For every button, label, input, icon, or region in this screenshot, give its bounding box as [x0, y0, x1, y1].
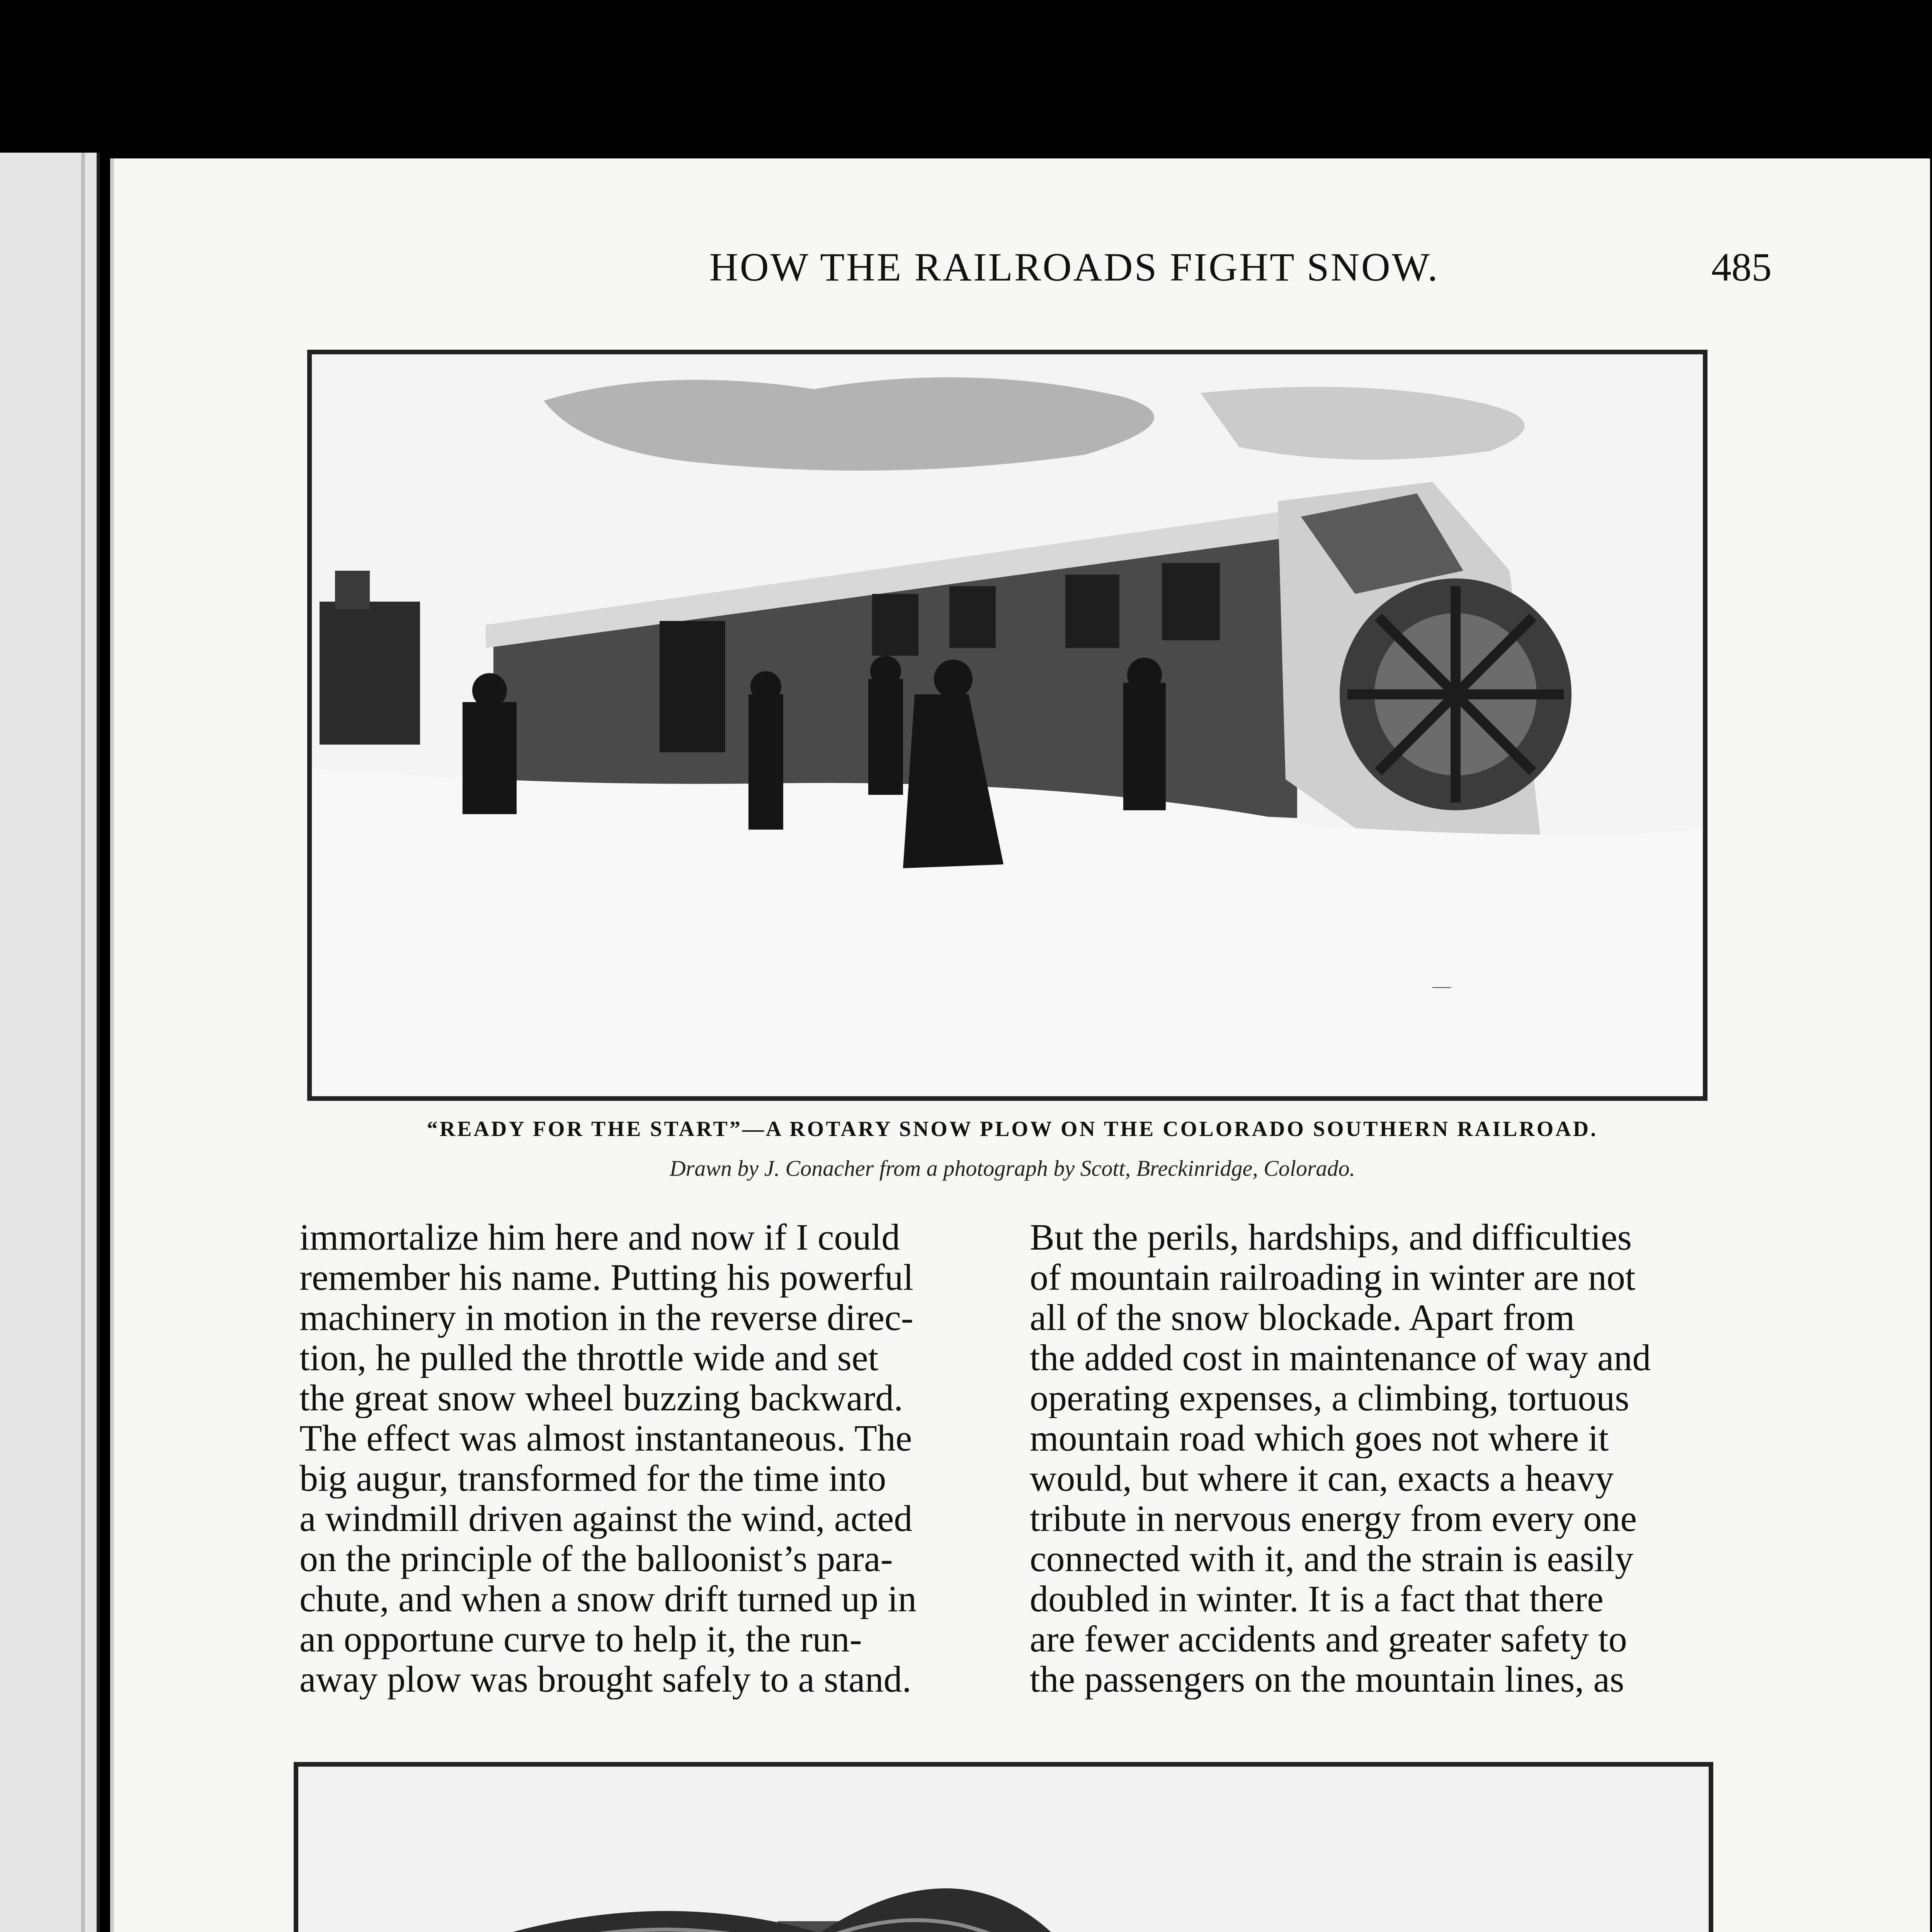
figure-1-caption: “READY FOR THE START”—A ROTARY SNOW PLOW ON THE COLORADO SOUTHERN RAILROAD.: [427, 1117, 1598, 1141]
text-line: connected with it, and the strain is easily: [1030, 1539, 1634, 1579]
text-line: chute, and when a snow drift turned up in: [299, 1579, 917, 1619]
text-line: on the principle of the balloonist’s para-: [299, 1539, 893, 1579]
page-number: 485: [1711, 245, 1772, 289]
rotary-snow-plow-illustration: [307, 350, 1708, 1101]
text-line: the passengers on the mountain lines, as: [1030, 1659, 1624, 1699]
text-line: are fewer accidents and greater safety to: [1030, 1619, 1627, 1659]
text-line: would, but where it can, exacts a heavy: [1030, 1458, 1614, 1498]
text-line: the great snow wheel buzzing backward.: [299, 1378, 903, 1418]
text-column-left: [299, 1217, 991, 1699]
gouger-plow-illustration: [294, 1762, 1713, 1932]
svg-text:—: —: [1432, 976, 1451, 996]
text-line: tion, he pulled the throttle wide and set: [299, 1338, 879, 1378]
text-line: doubled in winter. It is a fact that there: [1030, 1579, 1604, 1619]
text-line: a windmill driven against the wind, acted: [299, 1498, 913, 1539]
text-line: tribute in nervous energy from every one: [1030, 1498, 1637, 1539]
text-line: big augur, transformed for the time into: [299, 1458, 886, 1498]
figure-1-credit: Drawn by J. Conacher from a photograph by Scott, Breckinridge, Colorado.: [669, 1156, 1355, 1181]
book-page: [110, 158, 1930, 1932]
text-line: of mountain railroading in winter are not: [1030, 1257, 1636, 1298]
text-line: away plow was brought safely to a stand.: [299, 1659, 912, 1699]
text-line: all of the snow blockade. Apart from: [1030, 1298, 1575, 1338]
text-line: machinery in motion in the reverse direc-: [299, 1298, 913, 1338]
text-line: an opportune curve to help it, the run-: [299, 1619, 862, 1659]
text-line: immortalize him here and now if I could: [299, 1217, 900, 1257]
text-line: mountain road which goes not where it: [1030, 1418, 1609, 1458]
running-head: HOW THE RAILROADS FIGHT SNOW.: [709, 245, 1439, 289]
text-line: operating expenses, a climbing, tortuous: [1030, 1378, 1629, 1418]
text-column-right: [1030, 1217, 1721, 1699]
text-line: But the perils, hardships, and difficulties: [1030, 1217, 1632, 1257]
text-line: the added cost in maintenance of way and: [1030, 1338, 1651, 1378]
left-page-edge: [0, 153, 100, 1932]
text-line: remember his name. Putting his powerful: [299, 1257, 914, 1298]
text-line: The effect was almost instantaneous. The: [299, 1418, 912, 1458]
